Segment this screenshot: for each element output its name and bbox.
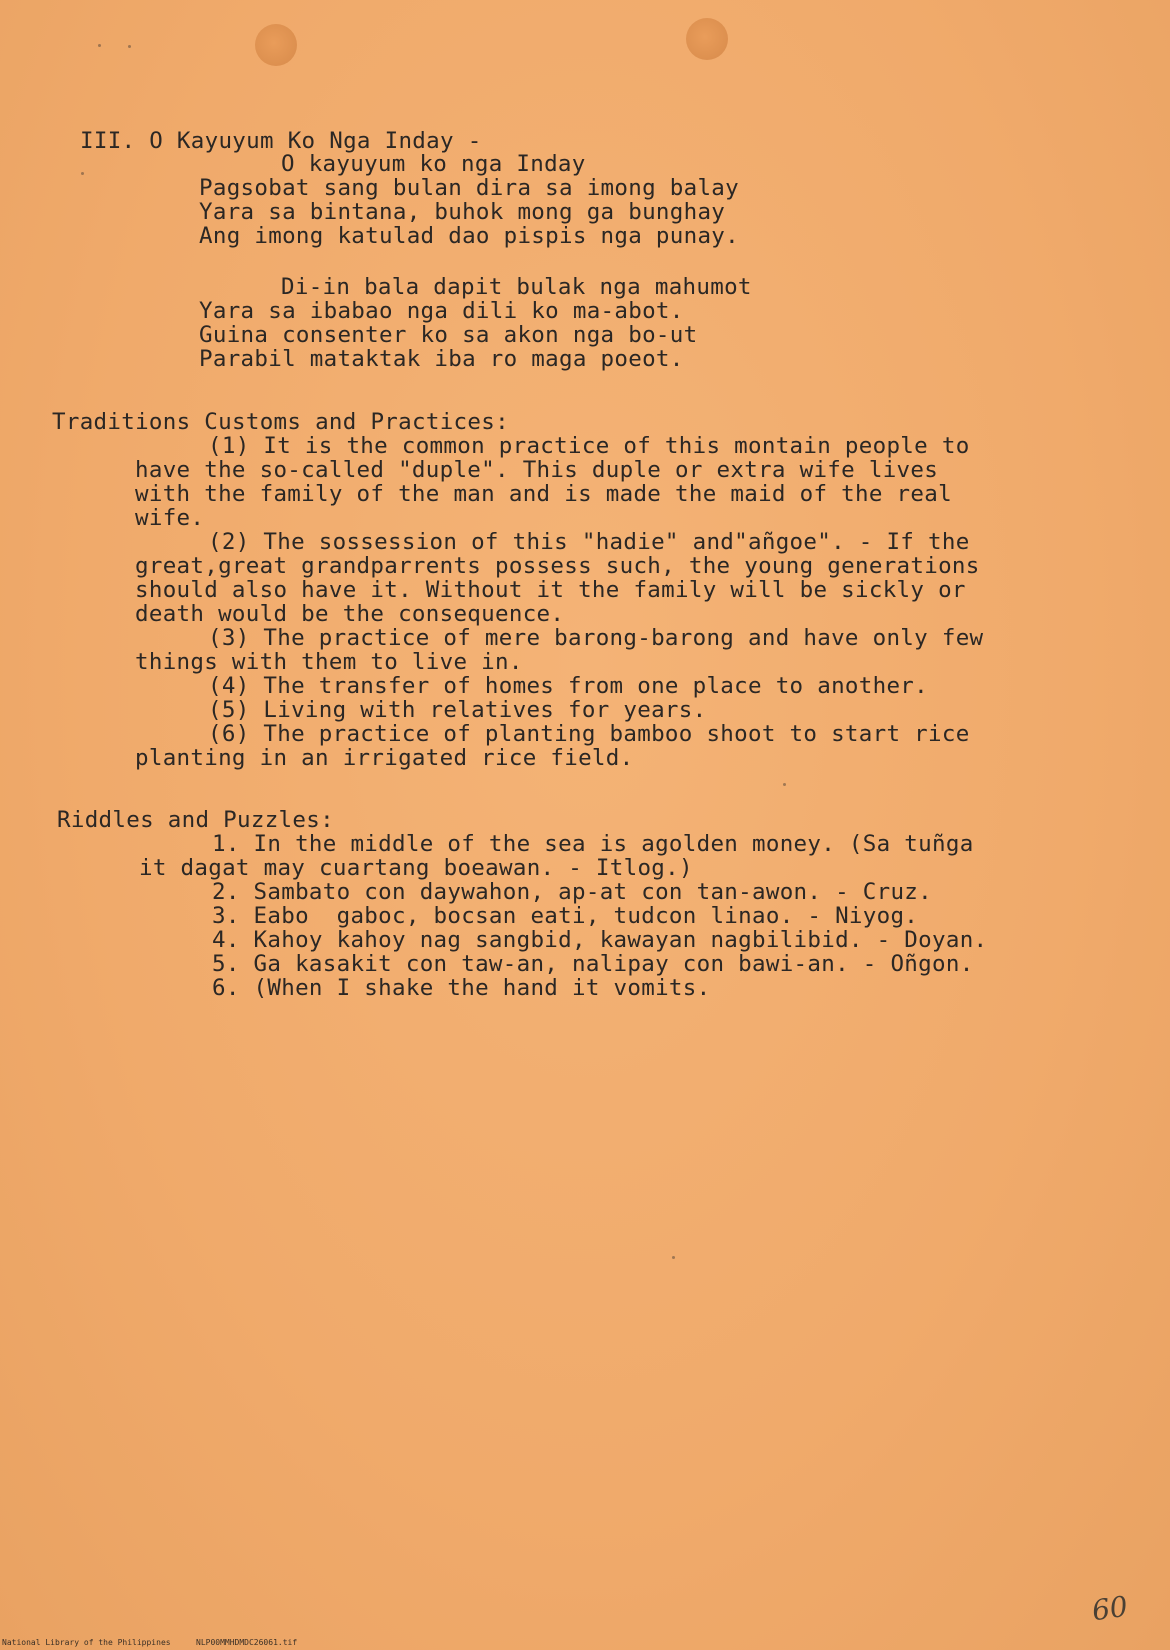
song-line: O kayuyum ko nga Inday xyxy=(281,151,586,177)
riddle-line: 5. Ga kasakit con taw-an, nalipay con bawi-an. - Oñgon. xyxy=(212,951,974,977)
traditions-line: things with them to live in. xyxy=(135,649,523,675)
traditions-line: planting in an irrigated rice field. xyxy=(135,745,634,771)
traditions-line: (2) The sossession of this "hadie" and"añgoe". - If the xyxy=(208,529,970,555)
traditions-line: should also have it. Without it the family will be sickly or xyxy=(135,577,966,603)
traditions-line: have the so-called "duple". This duple or extra wife lives xyxy=(135,457,939,483)
song-line: Ang imong katulad dao pispis nga punay. xyxy=(199,223,739,249)
traditions-line: death would be the consequence. xyxy=(135,601,565,627)
punch-hole-right xyxy=(686,18,728,60)
traditions-line: (3) The practice of mere barong-barong and have only few xyxy=(208,625,984,651)
footer-filename: NLP00MMHDMDC26061.tif xyxy=(196,1638,298,1647)
traditions-line: (1) It is the common practice of this montain people to xyxy=(208,433,970,459)
ink-speck xyxy=(128,45,131,48)
footer-library: National Library of the Philippines xyxy=(2,1638,171,1647)
ink-speck xyxy=(81,172,84,175)
song-line: Yara sa bintana, buhok mong ga bunghay xyxy=(199,199,726,225)
riddle-line: 1. In the middle of the sea is agolden money. (Sa tuñga xyxy=(212,831,974,857)
riddle-line: 4. Kahoy kahoy nag sangbid, kawayan nagbilibid. - Doyan. xyxy=(212,927,988,953)
punch-hole-left xyxy=(255,24,297,66)
song-line: Pagsobat sang bulan dira sa imong balay xyxy=(199,175,739,201)
traditions-line: with the family of the man and is made the maid of the real xyxy=(135,481,952,507)
traditions-line: (5) Living with relatives for years. xyxy=(208,697,707,723)
song-line: Yara sa ibabao nga dili ko ma-abot. xyxy=(199,298,684,324)
ink-speck xyxy=(98,44,101,47)
riddle-line: 3. Eabo gaboc, bocsan eati, tudcon linao. - Niyog. xyxy=(212,903,919,929)
riddle-line: 2. Sambato con daywahon, ap-at con tan-awon. - Cruz. xyxy=(212,879,932,905)
song-line: Guina consenter ko sa akon nga bo-ut xyxy=(199,322,698,348)
traditions-line: (6) The practice of planting bamboo shoot to start rice xyxy=(208,721,970,747)
riddle-line: it dagat may cuartang boeawan. - Itlog.) xyxy=(139,855,693,881)
riddles-heading: Riddles and Puzzles: xyxy=(57,807,334,833)
page-number: 60 xyxy=(1089,1589,1130,1628)
traditions-line: (4) The transfer of homes from one place to another. xyxy=(208,673,928,699)
song-heading: III. O Kayuyum Ko Nga Inday - xyxy=(80,128,482,154)
riddle-line: 6. (When I shake the hand it vomits. xyxy=(212,975,711,1001)
song-line: Di-in bala dapit bulak nga mahumot xyxy=(281,274,752,300)
song-line: Parabil mataktak iba ro maga poeot. xyxy=(199,346,684,372)
ink-speck xyxy=(783,783,786,786)
traditions-line: wife. xyxy=(135,505,205,531)
traditions-line: great,great grandparrents possess such, the young generations xyxy=(135,553,980,579)
ink-speck xyxy=(672,1256,675,1259)
traditions-heading: Traditions Customs and Practices: xyxy=(52,409,509,435)
